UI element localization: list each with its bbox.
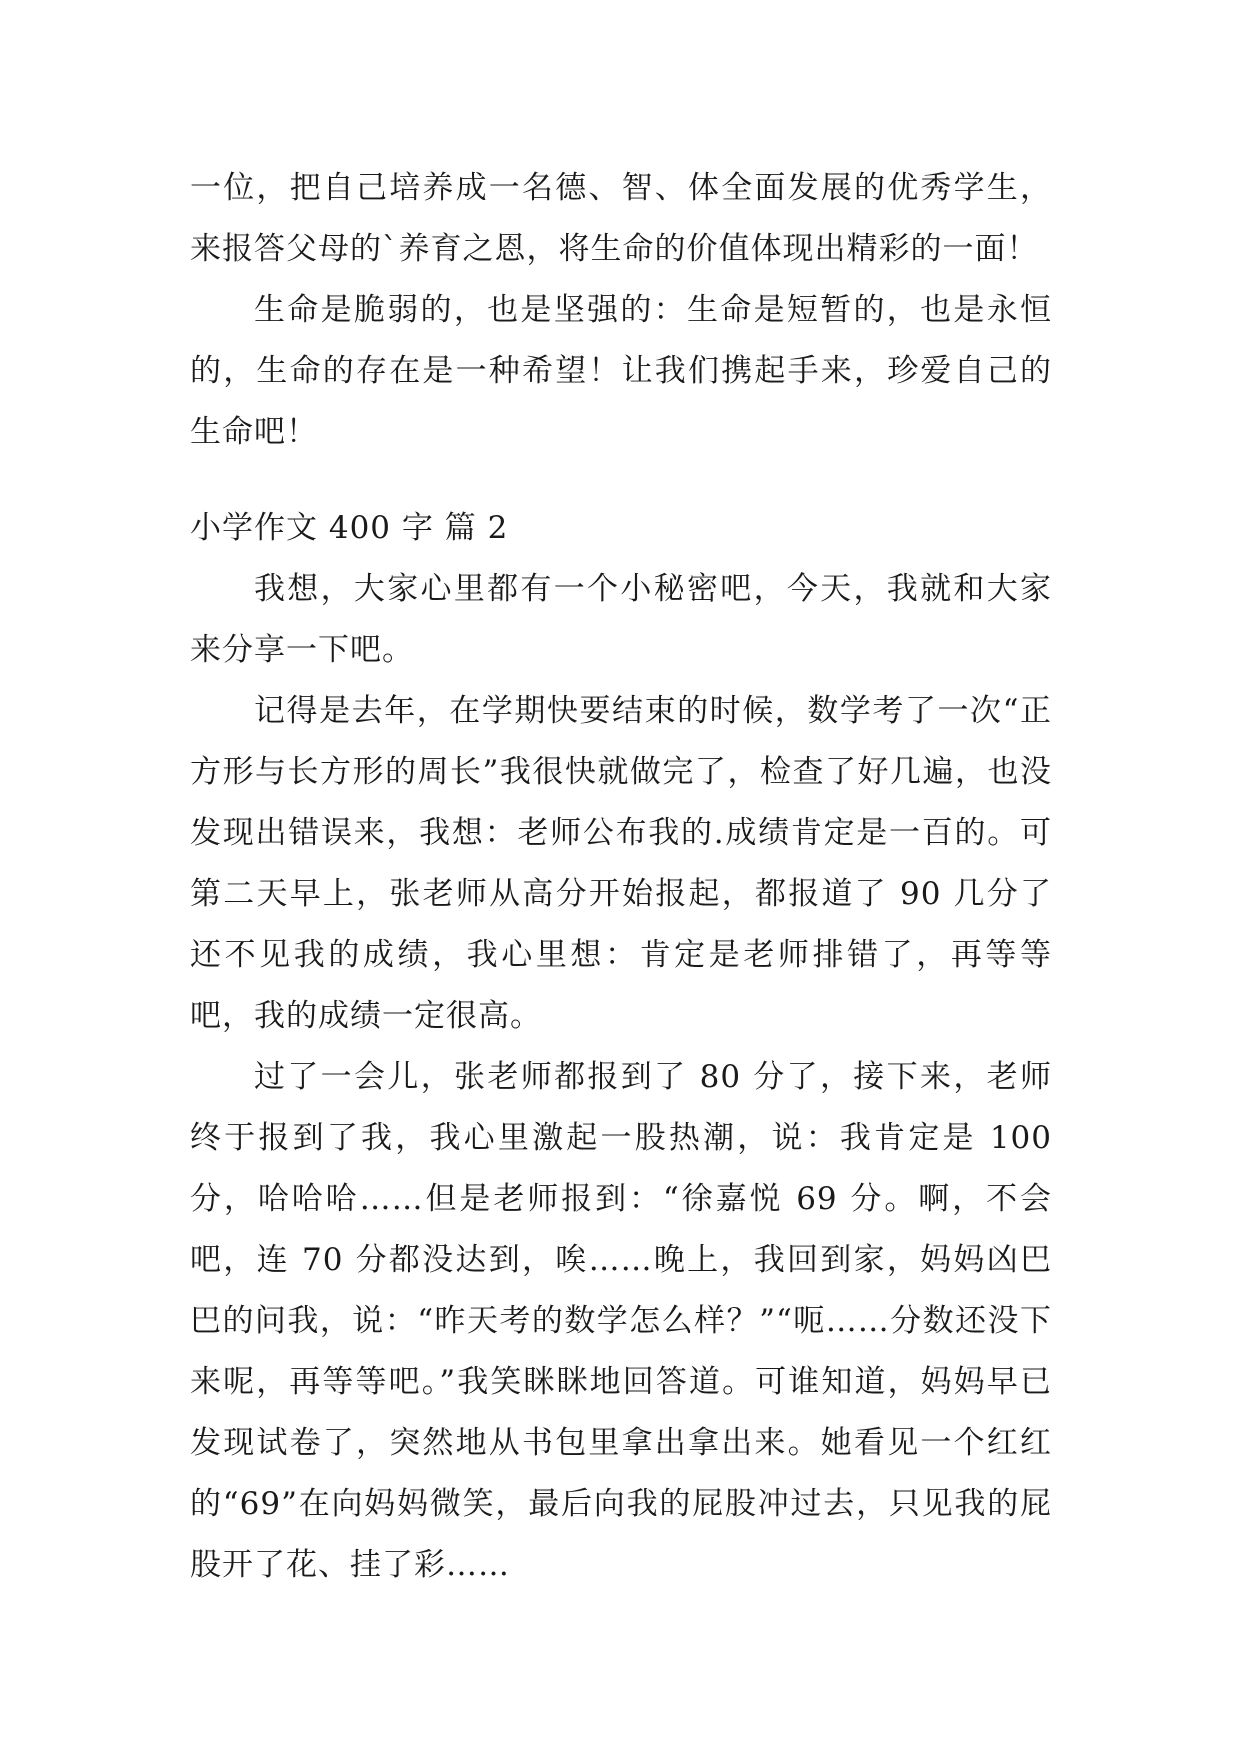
paragraph: 我想，大家心里都有一个小秘密吧，今天，我就和大家来分享一下吧。 [190, 571, 1052, 668]
essay-section [190, 498, 1052, 1596]
essay-continuation [190, 158, 1052, 463]
paragraph: 记得是去年，在学期快要结束的时候，数学考了一次“正方形与长方形的周长”我很快就做完了，检查了好几遍，也没发现出错误来，我想：老师公布我的.成绩肯定是一百的。可第二天早上，张老师从高分开始报起，都报道了 90 几分了还不见我的成绩，我心里想：肯定是老师排错了，再等等吧，我的成绩一定很高。 [190, 693, 1052, 1034]
paragraph: 一位，把自己培养成一名德、智、体全面发展的优秀学生，来报答父母的`养育之恩，将生命的价值体现出精彩的一面！ [190, 170, 1052, 267]
section-heading: 小学作文 400 字 篇 2 [190, 510, 509, 546]
paragraph: 过了一会儿，张老师都报到了 80 分了，接下来，老师终于报到了我，我心里激起一股热潮，说：我肯定是 100 分，哈哈哈……但是老师报到：“徐嘉悦 69 分。啊，不会吧，连 70 分都没达到，唉……晚上，我回到家，妈妈凶巴巴的问我，说：“昨天考的数学怎么样？”“呃……分数还没下来呢，再等等吧。”我笑眯眯地回答道。可谁知道，妈妈早已发现试卷了，突然地从书包里拿出拿出来。她看见一个红红的“69”在向妈妈微笑，最后向我的屁股冲过去，只见我的屁股开了花、挂了彩…… [190, 1059, 1052, 1583]
paragraph: 生命是脆弱的，也是坚强的：生命是短暂的，也是永恒的，生命的存在是一种希望！让我们携起手来，珍爱自己的生命吧！ [190, 292, 1052, 450]
